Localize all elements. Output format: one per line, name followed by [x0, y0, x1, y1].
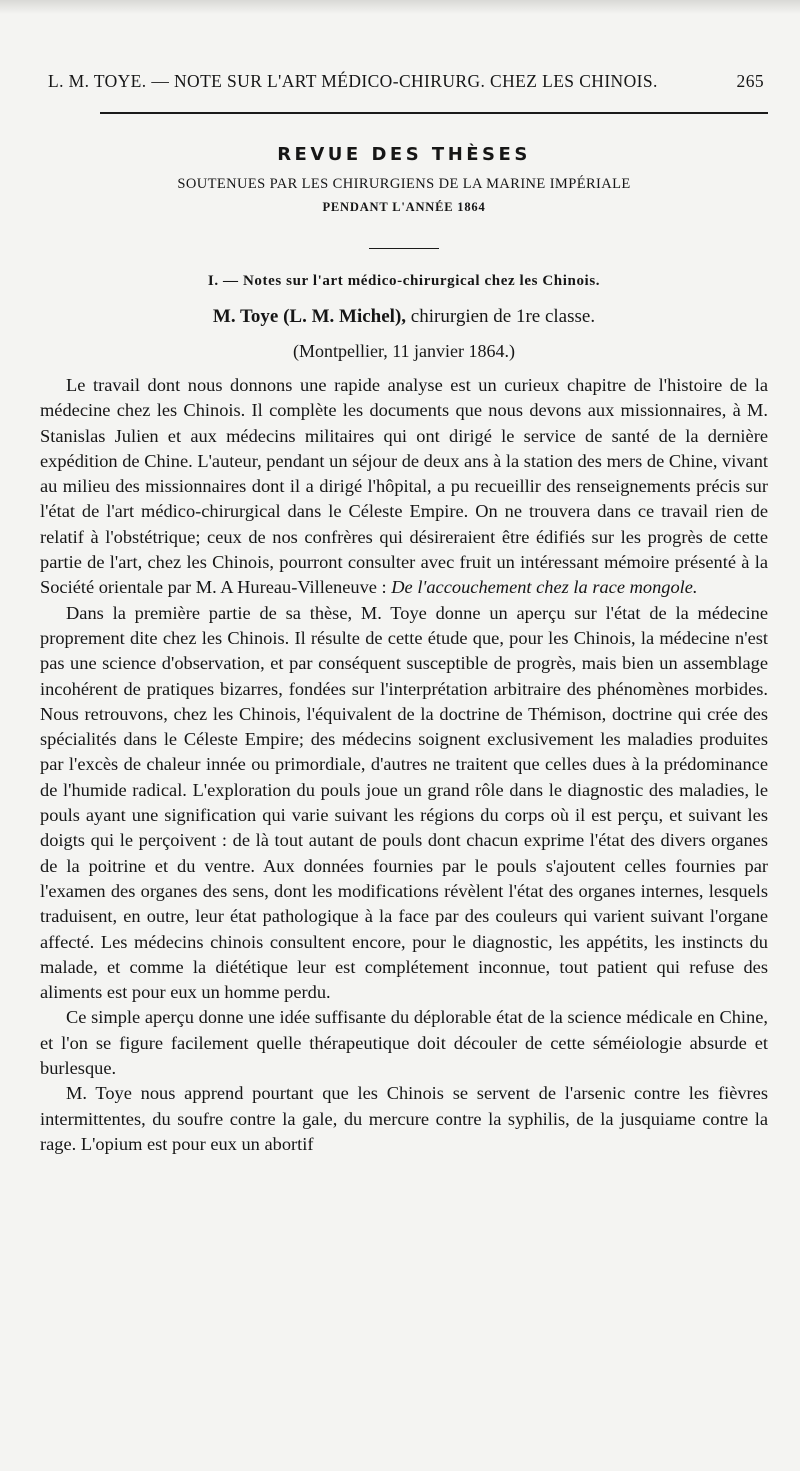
- section-divider: [369, 248, 439, 249]
- author-role: chirurgien de 1re classe.: [410, 306, 596, 327]
- author-line: [40, 305, 768, 329]
- paragraph-text: M. Toye nous apprend pourtant que les Chinois se servent de l'arsenic contre les fièvres intermittentes, du soufre contre la gale, du mercure contre la syphilis, de la jusquiame contre la rage. L'opium est pour eux un abortif: [40, 1083, 768, 1154]
- review-title: REVUE DES THÈSES: [277, 144, 531, 165]
- paragraph: [40, 601, 768, 1006]
- body-text: [40, 373, 768, 1157]
- running-head: [40, 70, 768, 92]
- paragraph-text: Le travail dont nous donnons une rapide analyse est un curieux chapitre de l'histoire de la médecine chez les Chinois. Il complète les documents que nous devons aux missionnaires, à M. Stanislas Julien et aux médecins militaires qui ont dirigé le service de santé de la dernière expédition de Chine. L'auteur, pendant un séjour de deux ans à la station des mers de Chine, vivant au milieu des missionnaires dont il a dirigé l'hôpital, a pu recueillir des renseignements précis sur l'état de l'art médico-chirurgical dans le Céleste Empire. On ne trouvera dans ce travail rien de relatif à l'obstétrique; ceux de nos confrères qui désireraient être édifiés sur les progrès de cette partie de l'art, chez les Chinois, pourront consulter avec fruit un intéressant mémoire présenté à la Société orientale par M. A Hureau-Villeneuve :: [40, 375, 768, 598]
- paragraph-text: Dans la première partie de sa thèse, M. Toye donne un aperçu sur l'état de la médecine proprement dite chez les Chinois. Il résulte de cette étude que, pour les Chinois, la médecine n'est pas une science d'observation, et par conséquent susceptible de progrès, mais bien un assemblage incohérent de pratiques bizarres, fondées sur l'interprétation arbitraire des phénomènes morbides. Nous retrouvons, chez les Chinois, l'équivalent de la doctrine de Thémison, doctrine qui crée des spécialités dans le Céleste Empire; des médecins soignent exclusivement les maladies produites par l'excès de chaleur innée ou primordiale, d'autres ne traitent que celles dues à la prédominance de l'humide radical. L'exploration du pouls joue un grand rôle dans le diagnostic des maladies, le pouls ayant une signification qui varie suivant les régions du corps où il est perçu, et suivant les doigts qui le perçoivent : de là tout autant de pouls dont chacun exprime l'état des divers organes de la poitrine et du ventre. Aux données fournies par le pouls s'ajoutent celles fournies par l'examen des organes des sens, dont les modifications révèlent l'état des organes internes, lesquels traduisent, en outre, leur état pathologique à la face par des couleurs qui varient suivant l'organe affecté. Les médecins chinois consultent encore, pour le diagnostic, les appétits, les instincts du malade, et comme la diététique leur est complétement inconnue, tout patient qui refuse des aliments est pour eux un homme perdu.: [40, 602, 768, 1003]
- section-heading: I. — Notes sur l'art médico-chirurgical chez les Chinois.: [207, 273, 601, 289]
- paragraph: [40, 373, 768, 601]
- review-year-line: PENDANT L'ANNÉE 1864: [322, 200, 486, 214]
- author-name: M. Toye (L. M. Michel),: [212, 306, 407, 327]
- paragraph: [40, 1005, 768, 1081]
- paragraph-citation: De l'accouchement chez la race mongole.: [391, 577, 698, 598]
- page-number: 265: [736, 71, 764, 91]
- document-page: [40, 70, 768, 1157]
- review-subtitle: SOUTENUES PAR LES CHIRURGIENS DE LA MARINE IMPÉRIALE: [177, 176, 631, 192]
- scan-edge-shadow: [0, 0, 800, 14]
- place-date: (Montpellier, 11 janvier 1864.): [292, 341, 516, 361]
- header-rule: [100, 112, 768, 114]
- running-head-title: L. M. TOYE. — NOTE SUR L'ART MÉDICO-CHIRURG. CHEZ LES CHINOIS.: [48, 71, 658, 91]
- paragraph-text: Ce simple aperçu donne une idée suffisante du déplorable état de la science médicale en Chine, et l'on se figure facilement quelle thérapeutique doit découler de cette séméiologie absurde et burlesque.: [40, 1007, 768, 1079]
- paragraph: [40, 1081, 768, 1157]
